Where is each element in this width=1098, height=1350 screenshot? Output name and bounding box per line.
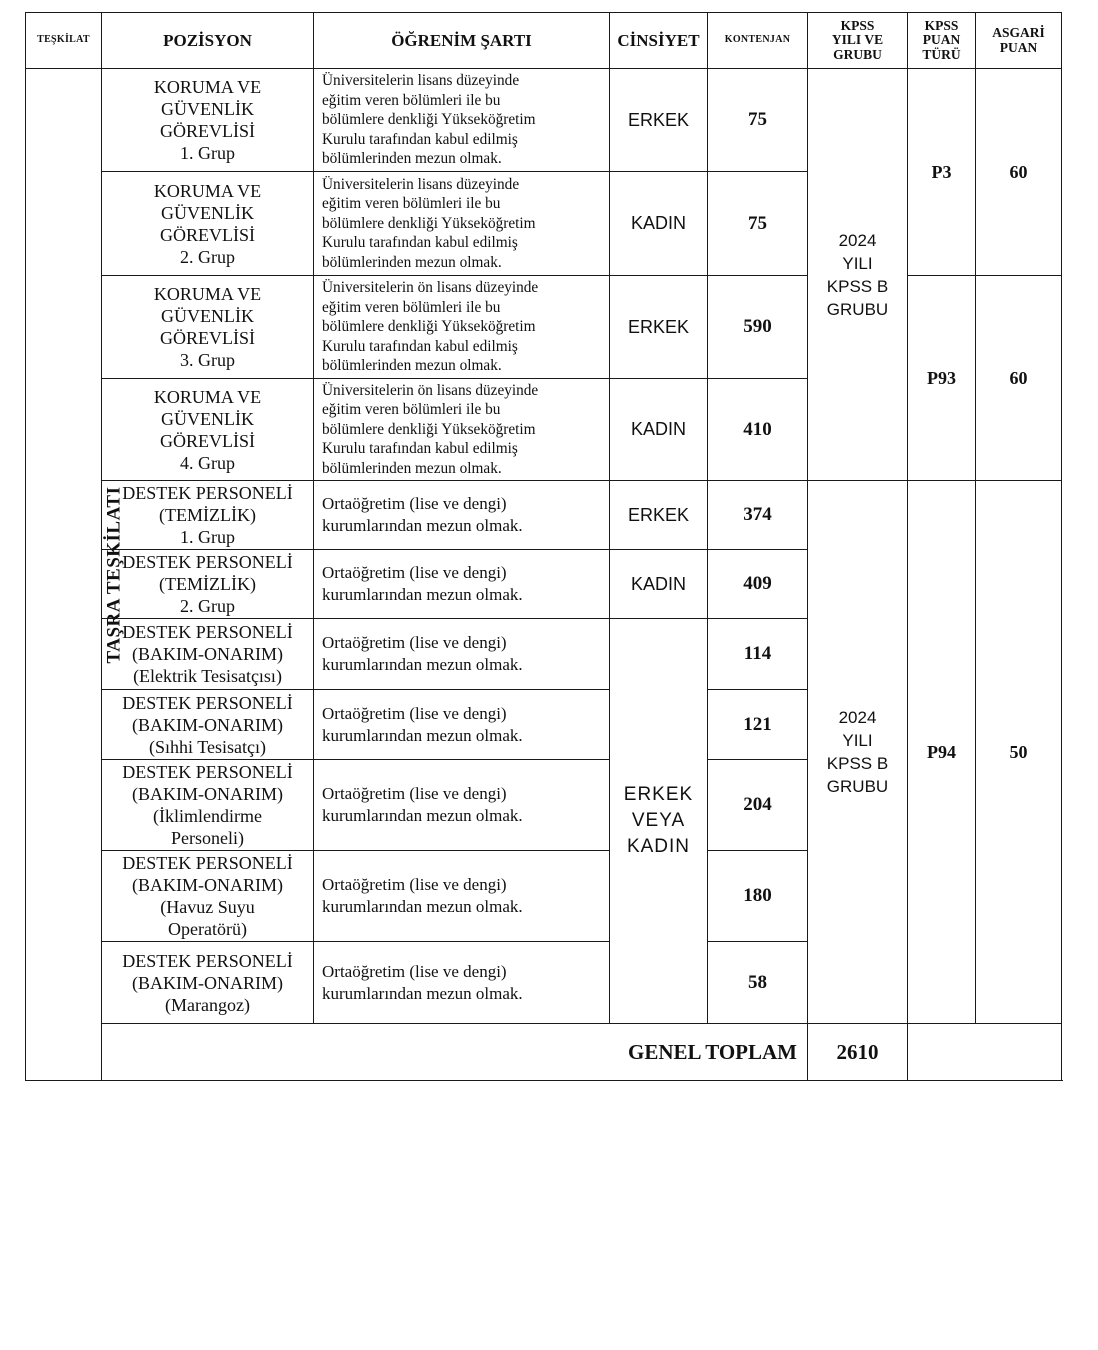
cell-line: (İklimlendirme	[153, 806, 262, 826]
position-cell	[102, 172, 314, 276]
teskilat-cell	[26, 69, 125, 1081]
cell-line: kurumlarından mezun olmak.	[322, 983, 523, 1003]
total-label: GENEL TOPLAM	[102, 1024, 808, 1081]
cell-line: eğitim veren bölümleri ile bu	[322, 298, 501, 316]
cell-line: (TEMİZLİK)	[159, 574, 256, 594]
cell-line: (Sıhhi Tesisatçı)	[149, 736, 266, 757]
cell-line: eğitim veren bölümleri ile bu	[322, 91, 501, 109]
header-kpss-yili-grubu	[808, 13, 908, 69]
score-type-cell: P94	[908, 481, 976, 1024]
requirement-cell	[314, 851, 610, 942]
cell-line: Kurulu tarafından kabul edilmiş	[322, 440, 518, 458]
cell-line: bölümlere denkliği Yükseköğretim	[322, 111, 536, 129]
requirement-cell	[314, 172, 610, 276]
min-score-cell: 50	[976, 481, 1062, 1024]
requirement-cell	[314, 276, 610, 379]
cell-line: ERKEK	[623, 784, 694, 805]
requirement-cell	[314, 619, 610, 690]
requirement-cell	[314, 379, 610, 481]
cell-line: DESTEK PERSONELİ	[122, 762, 293, 782]
position-cell	[102, 481, 314, 550]
header-line: YILI VE	[831, 32, 884, 48]
header-pozisyon: POZİSYON	[102, 13, 314, 69]
quota-cell: 75	[708, 69, 808, 172]
cell-line: bölümlere denkliği Yükseköğretim	[322, 214, 536, 232]
gender-cell: KADIN	[610, 550, 708, 619]
cell-line: KPSS B	[826, 754, 889, 773]
cell-line: Kurulu tarafından kabul edilmiş	[322, 130, 518, 148]
cell-line: 2. Grup	[180, 596, 235, 616]
position-cell	[102, 619, 314, 690]
cell-line: Ortaöğretim (lise ve dengi)	[322, 633, 507, 652]
header-row	[26, 13, 1062, 69]
position-cell	[102, 851, 314, 942]
teskilat-name: TAŞRA TEŞKİLATI	[103, 486, 125, 663]
quota-cell: 374	[708, 481, 808, 550]
requirement-cell	[314, 69, 610, 172]
cell-line: GÜVENLİK	[161, 99, 254, 119]
cell-line: GÜVENLİK	[161, 202, 254, 223]
cell-line: KADIN	[626, 836, 691, 857]
cell-line: GÜVENLİK	[161, 408, 254, 429]
cell-line: Kurulu tarafından kabul edilmiş	[322, 234, 518, 252]
cell-line: 4. Grup	[180, 452, 235, 473]
position-cell	[102, 942, 314, 1024]
cell-line: Ortaöğretim (lise ve dengi)	[322, 961, 507, 981]
requirement-cell	[314, 760, 610, 851]
quota-cell: 410	[708, 379, 808, 481]
position-cell	[102, 69, 314, 172]
position-cell	[102, 379, 314, 481]
cell-line: GRUBU	[826, 299, 889, 319]
cell-line: Ortaöğretim (lise ve dengi)	[322, 494, 507, 513]
cell-line: (BAKIM-ONARIM)	[132, 714, 283, 735]
cell-line: kurumlarından mezun olmak.	[322, 516, 523, 535]
min-score-cell: 60	[976, 276, 1062, 481]
cell-line: DESTEK PERSONELİ	[122, 950, 293, 971]
cell-line: KORUMA VE	[153, 180, 262, 201]
cell-line: bölümlerinden mezun olmak.	[322, 357, 502, 375]
cell-line: kurumlarından mezun olmak.	[322, 655, 523, 674]
score-type-cell: P93	[908, 276, 976, 481]
cell-line: KORUMA VE	[153, 77, 262, 97]
cell-line: Ortaöğretim (lise ve dengi)	[322, 563, 507, 582]
gender-cell: KADIN	[610, 172, 708, 276]
total-empty-cell	[908, 1024, 1062, 1081]
cell-line: kurumlarından mezun olmak.	[322, 725, 523, 745]
cell-line: kurumlarından mezun olmak.	[322, 806, 523, 825]
cell-line: Ortaöğretim (lise ve dengi)	[322, 784, 507, 803]
gender-cell: ERKEK	[610, 481, 708, 550]
kpss-group-cell	[808, 481, 908, 1024]
quota-cell: 409	[708, 550, 808, 619]
gender-cell: ERKEK	[610, 69, 708, 172]
cell-line: bölümlere denkliği Yükseköğretim	[322, 318, 536, 336]
header-asgari-puan	[976, 13, 1062, 69]
quota-cell: 180	[708, 851, 808, 942]
document-page	[25, 12, 1062, 1081]
header-line: ASGARİ	[992, 25, 1045, 41]
cell-line: YILI	[842, 731, 873, 750]
cell-line: (TEMİZLİK)	[159, 505, 256, 525]
cell-line: bölümlerinden mezun olmak.	[322, 150, 502, 168]
header-line: GRUBU	[833, 46, 882, 62]
quota-cell: 58	[708, 942, 808, 1024]
header-ogrenim-sarti: ÖĞRENİM ŞARTI	[314, 13, 610, 69]
cell-line: 2. Grup	[180, 246, 235, 267]
cell-line: GÖREVLİSİ	[160, 430, 255, 451]
total-value: 2610	[808, 1024, 908, 1081]
cell-line: 1. Grup	[180, 527, 235, 547]
gender-cell: KADIN	[610, 379, 708, 481]
cell-line: Üniversitelerin ön lisans düzeyinde	[322, 381, 539, 399]
cell-line: 2024	[838, 230, 877, 250]
cell-line: Operatörü)	[168, 919, 247, 939]
cell-line: kurumlarından mezun olmak.	[322, 897, 523, 916]
cell-line: (Elektrik Tesisatçısı)	[133, 666, 282, 686]
table-row	[26, 481, 1062, 550]
cell-line: Ortaöğretim (lise ve dengi)	[322, 875, 507, 894]
position-cell	[102, 550, 314, 619]
cell-line: Üniversitelerin ön lisans düzeyinde	[322, 279, 539, 297]
cell-line: GÖREVLİSİ	[160, 121, 255, 141]
gender-cell: ERKEK	[610, 276, 708, 379]
kpss-group-cell	[808, 69, 908, 481]
quota-table	[25, 12, 1062, 1081]
cell-line: DESTEK PERSONELİ	[122, 483, 293, 503]
cell-line: Ortaöğretim (lise ve dengi)	[322, 703, 507, 723]
gender-merged-cell	[610, 619, 708, 1024]
quota-cell: 114	[708, 619, 808, 690]
header-line: TÜRÜ	[922, 46, 961, 62]
requirement-cell	[314, 690, 610, 760]
header-line: PUAN	[999, 39, 1038, 55]
cell-line: DESTEK PERSONELİ	[122, 622, 293, 642]
header-line: PUAN	[922, 32, 961, 48]
cell-line: DESTEK PERSONELİ	[122, 552, 293, 572]
cell-line: (Marangoz)	[165, 994, 250, 1015]
cell-line: (BAKIM-ONARIM)	[132, 644, 283, 664]
cell-line: 1. Grup	[180, 143, 235, 163]
cell-line: 2024	[838, 708, 877, 727]
score-type-cell: P3	[908, 69, 976, 276]
table-row	[26, 69, 1062, 172]
total-row	[26, 1024, 1062, 1081]
cell-line: DESTEK PERSONELİ	[122, 692, 293, 713]
requirement-cell	[314, 942, 610, 1024]
cell-line: Kurulu tarafından kabul edilmiş	[322, 337, 518, 355]
cell-line: Personeli)	[171, 828, 244, 848]
header-cinsiyet: CİNSİYET	[610, 13, 708, 69]
cell-line: DESTEK PERSONELİ	[122, 853, 293, 873]
header-line: KPSS	[840, 18, 875, 34]
cell-line: eğitim veren bölümleri ile bu	[322, 195, 501, 213]
cell-line: Üniversitelerin lisans düzeyinde	[322, 72, 520, 90]
cell-line: (Havuz Suyu	[160, 897, 255, 917]
cell-line: VEYA	[631, 810, 686, 831]
cell-line: bölümlerinden mezun olmak.	[322, 459, 502, 477]
cell-line: GÖREVLİSİ	[160, 224, 255, 245]
cell-line: eğitim veren bölümleri ile bu	[322, 401, 501, 419]
header-kpss-puan-turu	[908, 13, 976, 69]
header-kontenjan: KONTENJAN	[708, 13, 808, 69]
cell-line: GÜVENLİK	[161, 306, 254, 326]
header-line: KPSS	[924, 18, 959, 34]
cell-line: GRUBU	[826, 777, 889, 796]
cell-line: Üniversitelerin lisans düzeyinde	[322, 175, 520, 193]
cell-line: bölümlere denkliği Yükseköğretim	[322, 420, 536, 438]
header-teskilat: TEŞKİLAT	[26, 13, 102, 69]
cell-line: kurumlarından mezun olmak.	[322, 585, 523, 604]
quota-cell: 590	[708, 276, 808, 379]
requirement-cell	[314, 550, 610, 619]
cell-line: (BAKIM-ONARIM)	[132, 875, 283, 895]
position-cell	[102, 276, 314, 379]
quota-cell: 75	[708, 172, 808, 276]
cell-line: KPSS B	[826, 276, 889, 296]
cell-line: KORUMA VE	[153, 386, 262, 407]
cell-line: GÖREVLİSİ	[160, 328, 255, 348]
position-cell	[102, 690, 314, 760]
cell-line: YILI	[842, 253, 873, 273]
cell-line: bölümlerinden mezun olmak.	[322, 253, 502, 271]
min-score-cell: 60	[976, 69, 1062, 276]
cell-line: (BAKIM-ONARIM)	[132, 784, 283, 804]
quota-cell: 204	[708, 760, 808, 851]
cell-line: (BAKIM-ONARIM)	[132, 972, 283, 993]
quota-cell: 121	[708, 690, 808, 760]
requirement-cell	[314, 481, 610, 550]
cell-line: KORUMA VE	[153, 284, 262, 304]
position-cell	[102, 760, 314, 851]
cell-line: 3. Grup	[180, 350, 235, 370]
